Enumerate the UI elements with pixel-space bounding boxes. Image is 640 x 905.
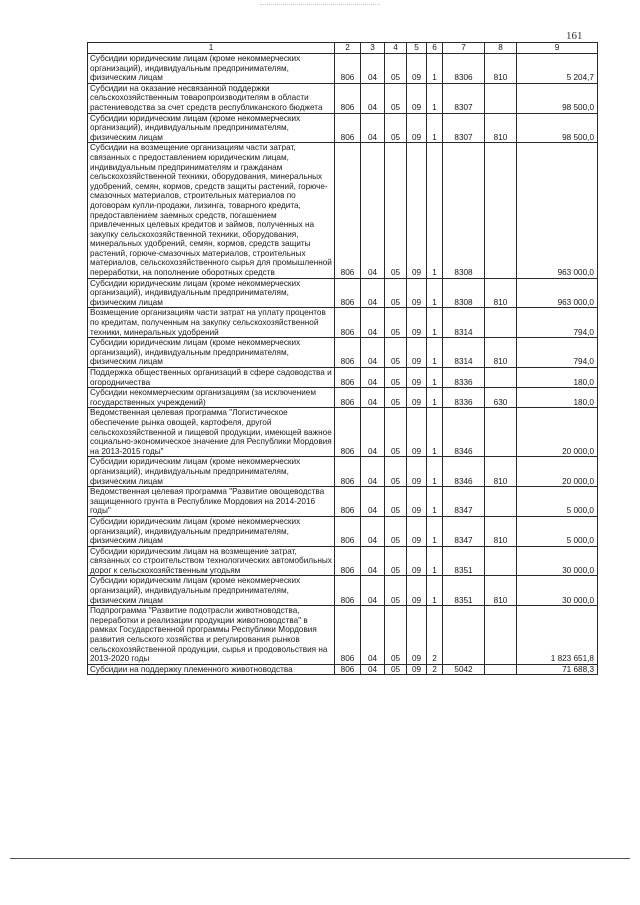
row-code-c3: 04 <box>361 113 385 143</box>
row-code-c2: 806 <box>335 664 361 675</box>
row-code-c5: 09 <box>407 516 427 546</box>
row-description: Ведомственная целевая программа "Логистическое обеспечение рынка овощей, картофеля, другой сельскохозяйственной и пищевой продукции, имеющей важное социально-экономическое значение для Республики Мордовия на 2013-2015 годы" <box>88 408 335 457</box>
row-code-c4: 05 <box>385 338 407 368</box>
row-description: Субсидии юридическим лицам на возмещение затрат, связанных со строительством технологических автомобильных дорог к сельскохозяйственным угодьям <box>88 546 335 576</box>
row-code-c3: 04 <box>361 546 385 576</box>
row-code-c3: 04 <box>361 516 385 546</box>
table-row <box>88 487 598 517</box>
row-code-c5: 09 <box>407 664 427 675</box>
row-code-c3: 04 <box>361 83 385 113</box>
row-code-c3: 04 <box>361 338 385 368</box>
column-header: 5 <box>407 43 427 54</box>
row-code-c2: 806 <box>335 338 361 368</box>
row-description: Субсидии на поддержку племенного животноводства <box>88 664 335 675</box>
row-code-c5: 09 <box>407 408 427 457</box>
row-code-c8: 810 <box>485 278 517 308</box>
row-code-c6: 1 <box>427 576 443 606</box>
row-code-c2: 806 <box>335 113 361 143</box>
row-code-c2: 806 <box>335 576 361 606</box>
row-code-c8: 630 <box>485 388 517 408</box>
row-code-c3: 04 <box>361 368 385 388</box>
row-code-c5: 09 <box>407 143 427 278</box>
row-code-c4: 05 <box>385 388 407 408</box>
table-row <box>88 83 598 113</box>
row-code-c8: 810 <box>485 457 517 487</box>
row-code-c3: 04 <box>361 487 385 517</box>
row-code-c5: 09 <box>407 83 427 113</box>
row-code-c4: 05 <box>385 546 407 576</box>
row-description: Субсидии юридическим лицам (кроме некоммерческих организаций), индивидуальным предпринимателям, физическим лицам <box>88 278 335 308</box>
row-amount: 98 500,0 <box>517 83 598 113</box>
row-description: Субсидии юридическим лицам (кроме некоммерческих организаций), индивидуальным предпринимателям, физическим лицам <box>88 54 335 84</box>
row-amount: 794,0 <box>517 338 598 368</box>
row-code-c4: 05 <box>385 487 407 517</box>
row-code-c3: 04 <box>361 54 385 84</box>
row-amount: 71 688,3 <box>517 664 598 675</box>
table-row <box>88 576 598 606</box>
row-code-c2: 806 <box>335 368 361 388</box>
row-code-c2: 806 <box>335 143 361 278</box>
row-code-c7: 8346 <box>443 408 485 457</box>
row-code-c6: 1 <box>427 54 443 84</box>
row-code-c4: 05 <box>385 54 407 84</box>
row-code-c8 <box>485 408 517 457</box>
row-code-c4: 05 <box>385 113 407 143</box>
row-code-c6: 1 <box>427 83 443 113</box>
table-header-row <box>88 43 598 54</box>
row-code-c7: 8336 <box>443 368 485 388</box>
row-code-c5: 09 <box>407 606 427 665</box>
row-code-c2: 806 <box>335 457 361 487</box>
row-code-c2: 806 <box>335 308 361 338</box>
page-number: 161 <box>566 30 583 42</box>
row-description: Субсидии юридическим лицам (кроме некоммерческих организаций), индивидуальным предпринимателям, физическим лицам <box>88 113 335 143</box>
row-amount: 20 000,0 <box>517 457 598 487</box>
row-code-c5: 09 <box>407 546 427 576</box>
row-description: Поддержка общественных организаций в сфере садоводства и огородничества <box>88 368 335 388</box>
table-row <box>88 338 598 368</box>
column-header: 6 <box>427 43 443 54</box>
row-description: Субсидии юридическим лицам (кроме некоммерческих организаций), индивидуальным предпринимателям, физическим лицам <box>88 576 335 606</box>
row-code-c8 <box>485 664 517 675</box>
column-header: 8 <box>485 43 517 54</box>
row-code-c3: 04 <box>361 606 385 665</box>
table-row <box>88 368 598 388</box>
row-code-c6: 2 <box>427 664 443 675</box>
row-code-c2: 806 <box>335 546 361 576</box>
row-code-c3: 04 <box>361 143 385 278</box>
table-row <box>88 113 598 143</box>
row-code-c7: 8308 <box>443 143 485 278</box>
row-code-c7: 5042 <box>443 664 485 675</box>
row-description: Субсидии юридическим лицам (кроме некоммерческих организаций), индивидуальным предпринимателям, физическим лицам <box>88 516 335 546</box>
row-code-c5: 09 <box>407 278 427 308</box>
row-amount: 5 000,0 <box>517 487 598 517</box>
row-description: Ведомственная целевая программа "Развитие овощеводства защищенного грунта в Республике Мордовия на 2014-2016 годы" <box>88 487 335 517</box>
row-code-c8: 810 <box>485 54 517 84</box>
row-code-c4: 05 <box>385 576 407 606</box>
row-code-c6: 1 <box>427 368 443 388</box>
row-code-c2: 806 <box>335 408 361 457</box>
row-code-c3: 04 <box>361 278 385 308</box>
row-code-c6: 1 <box>427 113 443 143</box>
row-code-c7: 8307 <box>443 113 485 143</box>
row-amount: 1 823 651,8 <box>517 606 598 665</box>
table-row <box>88 408 598 457</box>
row-code-c7: 8347 <box>443 487 485 517</box>
row-description: Подпрограмма "Развитие подотрасли животноводства, переработки и реализации продукции животноводства" в рамках Государственной программы Республики Мордовия развития сельского хозяйства и регулирования рынков сельскохозяйственной продукции, сырья и продовольствия на 2013-2020 годы <box>88 606 335 665</box>
row-code-c8 <box>485 143 517 278</box>
row-code-c8 <box>485 606 517 665</box>
row-code-c7: 8351 <box>443 576 485 606</box>
row-code-c3: 04 <box>361 308 385 338</box>
table-row <box>88 546 598 576</box>
page-bottom-rule <box>10 858 630 859</box>
row-code-c6: 1 <box>427 546 443 576</box>
row-code-c2: 806 <box>335 83 361 113</box>
column-header: 4 <box>385 43 407 54</box>
row-code-c8: 810 <box>485 576 517 606</box>
row-code-c5: 09 <box>407 368 427 388</box>
row-code-c3: 04 <box>361 388 385 408</box>
row-amount: 30 000,0 <box>517 546 598 576</box>
row-code-c6: 1 <box>427 487 443 517</box>
row-code-c5: 09 <box>407 308 427 338</box>
row-code-c3: 04 <box>361 664 385 675</box>
table-row <box>88 606 598 665</box>
row-code-c4: 05 <box>385 606 407 665</box>
column-header: 7 <box>443 43 485 54</box>
row-code-c5: 09 <box>407 388 427 408</box>
row-code-c8 <box>485 546 517 576</box>
table-row <box>88 388 598 408</box>
row-code-c2: 806 <box>335 278 361 308</box>
column-header: 1 <box>88 43 335 54</box>
row-code-c8: 810 <box>485 338 517 368</box>
row-code-c6: 1 <box>427 388 443 408</box>
row-code-c7: 8314 <box>443 308 485 338</box>
row-code-c5: 09 <box>407 576 427 606</box>
row-code-c7: 8336 <box>443 388 485 408</box>
row-amount: 180,0 <box>517 368 598 388</box>
row-code-c8 <box>485 308 517 338</box>
row-code-c4: 05 <box>385 143 407 278</box>
row-description: Возмещение организациям части затрат на уплату процентов по кредитам, полученным на закупку сельскохозяйственной техники, минеральных удобрений <box>88 308 335 338</box>
row-amount: 98 500,0 <box>517 113 598 143</box>
row-code-c4: 05 <box>385 457 407 487</box>
row-code-c2: 806 <box>335 54 361 84</box>
row-code-c4: 05 <box>385 516 407 546</box>
row-description: Субсидии юридическим лицам (кроме некоммерческих организаций), индивидуальным предпринимателям, физическим лицам <box>88 338 335 368</box>
scan-artifact <box>260 4 380 5</box>
row-description: Субсидии юридическим лицам (кроме некоммерческих организаций), индивидуальным предпринимателям, физическим лицам <box>88 457 335 487</box>
row-code-c2: 806 <box>335 487 361 517</box>
row-amount: 30 000,0 <box>517 576 598 606</box>
row-code-c6: 1 <box>427 516 443 546</box>
row-amount: 794,0 <box>517 308 598 338</box>
row-code-c8: 810 <box>485 516 517 546</box>
row-code-c4: 05 <box>385 83 407 113</box>
row-code-c7: 8347 <box>443 516 485 546</box>
row-code-c6: 1 <box>427 457 443 487</box>
row-code-c7: 8351 <box>443 546 485 576</box>
row-code-c6: 2 <box>427 606 443 665</box>
row-code-c3: 04 <box>361 457 385 487</box>
row-code-c7: 8346 <box>443 457 485 487</box>
column-header: 3 <box>361 43 385 54</box>
table-row <box>88 308 598 338</box>
row-amount: 963 000,0 <box>517 278 598 308</box>
column-header: 2 <box>335 43 361 54</box>
table-row <box>88 54 598 84</box>
row-description: Субсидии на возмещение организациям части затрат, связанных с предоставлением юридическим лицам, индивидуальным предпринимателям и гражданам сельскохозяйственной техники, оборудования, минеральных удобрений, семян, кормов, средств защиты растений, горюче-смазочных материалов, строительных материалов по договорам купли-продажи, лизинга, товарного кредита, предоставлением заемных средств, погашением привлеченных целевых кредитов и займов, полученных на закупку сельскохозяйственной техники, оборудования, минеральных удобрений, семян, кормов, средств защиты растений, горюче-смазочных материалов, строительных материалов, сельскохозяйственного сырья для промышленной переработки, на пополнение оборотных средств <box>88 143 335 278</box>
table-row <box>88 143 598 278</box>
row-code-c5: 09 <box>407 54 427 84</box>
row-code-c2: 806 <box>335 388 361 408</box>
row-code-c8 <box>485 487 517 517</box>
row-description: Субсидии некоммерческим организациям (за исключением государственных учреждений) <box>88 388 335 408</box>
row-code-c4: 05 <box>385 408 407 457</box>
row-code-c8 <box>485 83 517 113</box>
row-code-c7: 8314 <box>443 338 485 368</box>
row-code-c5: 09 <box>407 457 427 487</box>
row-code-c4: 05 <box>385 664 407 675</box>
row-code-c3: 04 <box>361 408 385 457</box>
row-code-c6: 1 <box>427 278 443 308</box>
row-amount: 5 204,7 <box>517 54 598 84</box>
column-header: 9 <box>517 43 598 54</box>
row-code-c8 <box>485 368 517 388</box>
row-code-c4: 05 <box>385 278 407 308</box>
row-description: Субсидии на оказание несвязанной поддержки сельскохозяйственным товаропроизводителям в области растениеводства за счет средств республиканского бюджета <box>88 83 335 113</box>
row-code-c3: 04 <box>361 576 385 606</box>
row-code-c8: 810 <box>485 113 517 143</box>
row-code-c6: 1 <box>427 143 443 278</box>
table-row <box>88 278 598 308</box>
row-code-c5: 09 <box>407 487 427 517</box>
row-code-c7: 8306 <box>443 54 485 84</box>
row-code-c6: 1 <box>427 308 443 338</box>
row-amount: 5 000,0 <box>517 516 598 546</box>
row-code-c7: 8307 <box>443 83 485 113</box>
row-code-c2: 806 <box>335 516 361 546</box>
row-code-c4: 05 <box>385 368 407 388</box>
row-amount: 963 000,0 <box>517 143 598 278</box>
row-code-c6: 1 <box>427 338 443 368</box>
row-code-c7 <box>443 606 485 665</box>
row-amount: 20 000,0 <box>517 408 598 457</box>
row-code-c6: 1 <box>427 408 443 457</box>
table-row <box>88 516 598 546</box>
row-code-c4: 05 <box>385 308 407 338</box>
row-amount: 180,0 <box>517 388 598 408</box>
row-code-c7: 8308 <box>443 278 485 308</box>
budget-table <box>87 42 598 675</box>
row-code-c5: 09 <box>407 338 427 368</box>
row-code-c2: 806 <box>335 606 361 665</box>
table-row <box>88 457 598 487</box>
row-code-c5: 09 <box>407 113 427 143</box>
table-row <box>88 664 598 675</box>
